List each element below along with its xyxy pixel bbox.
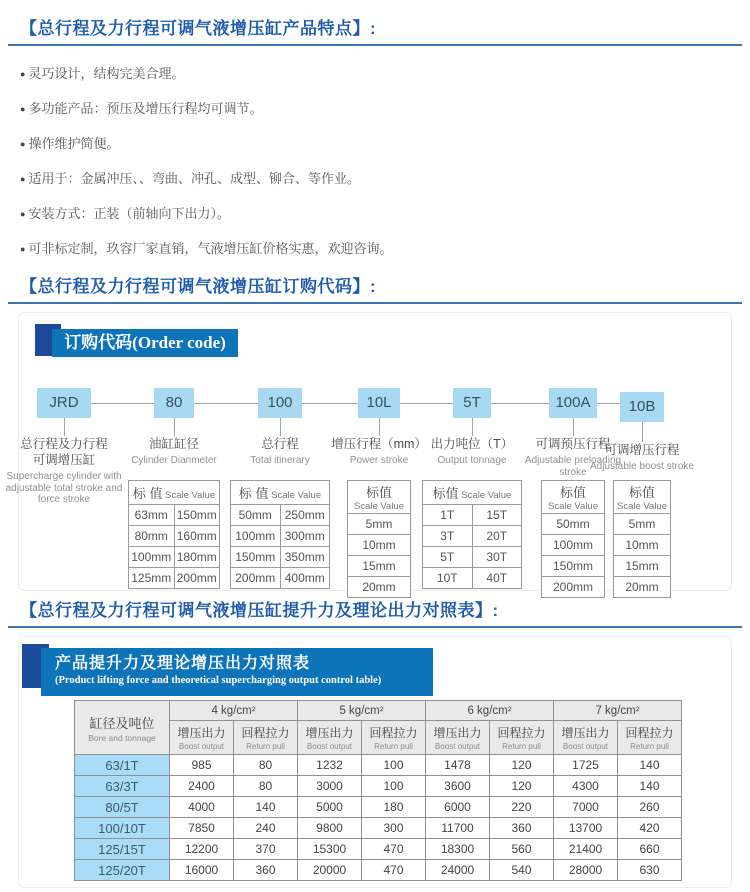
scale-table-row	[542, 556, 605, 577]
scale-table-header-row	[542, 481, 605, 514]
output-comparison-table	[74, 700, 682, 881]
value-cell: 21400	[554, 839, 618, 860]
connector-stem	[472, 418, 473, 436]
scale-table-cell: 150mm	[174, 505, 220, 526]
order-code-box-10l: 10L	[358, 388, 400, 418]
table-body	[75, 755, 682, 881]
scale-table-row	[231, 568, 330, 589]
value-cell: 6000	[426, 797, 490, 818]
value-cell: 28000	[554, 860, 618, 881]
sub-header-en: Return pull	[374, 742, 413, 751]
scale-table-row	[423, 526, 522, 547]
pressure-header: 6 kg/cm²	[426, 701, 554, 721]
scale-table-row	[231, 526, 330, 547]
scale-table-row	[542, 514, 605, 535]
scale-table-header-row	[614, 481, 671, 514]
scale-table-cell: 15T	[472, 505, 522, 526]
value-cell: 120	[490, 776, 554, 797]
value-cell: 80	[234, 755, 298, 776]
scale-table-cell: 150mm	[231, 547, 281, 568]
bullet-icon: ●	[20, 209, 26, 219]
sub-header	[362, 721, 426, 755]
bullet-icon: ●	[20, 244, 26, 254]
value-cell: 470	[362, 839, 426, 860]
value-cell: 120	[490, 755, 554, 776]
scale-table-cell: 125mm	[129, 568, 175, 589]
value-cell: 7850	[170, 818, 234, 839]
scale-table-row	[348, 577, 411, 598]
segment-label	[118, 436, 230, 467]
sub-header	[618, 721, 682, 755]
section-divider	[8, 44, 742, 46]
sub-header-zh: 增压出力	[433, 726, 482, 740]
connector-stem	[379, 418, 380, 436]
sub-header-en: Boost output	[179, 742, 224, 751]
row-name: 125/15T	[75, 839, 170, 860]
value-cell: 3600	[426, 776, 490, 797]
scale-header-zh: 标值	[628, 485, 655, 500]
scale-table-row	[423, 568, 522, 589]
table-row	[75, 755, 682, 776]
value-cell: 240	[234, 818, 298, 839]
segment-label	[586, 442, 698, 473]
value-cell: 470	[362, 860, 426, 881]
banner-title-zh: 产品提升力及理论增压出力对照表	[55, 655, 311, 672]
scale-table-row	[614, 535, 671, 556]
scale-header-zh: 标值	[432, 485, 459, 501]
scale-table-header-row	[348, 481, 411, 514]
segment-label-zh: 可调增压缸	[32, 453, 96, 467]
order-code-banner: 订购代码(Order code)	[52, 329, 238, 357]
segment-label-zh: 可调预压行程	[535, 437, 611, 451]
value-cell: 540	[490, 860, 554, 881]
segment-label-zh: 油缸缸径	[148, 437, 199, 451]
scale-table-cell: 80mm	[129, 526, 175, 547]
scale-table-header	[231, 481, 330, 505]
feature-bullet	[20, 161, 392, 196]
sub-header-zh: 增压出力	[561, 726, 610, 740]
value-cell: 5000	[298, 797, 362, 818]
value-cell: 1232	[298, 755, 362, 776]
scale-header-zh: 标值	[559, 485, 586, 500]
value-cell: 100	[362, 755, 426, 776]
bullet-icon: ●	[20, 69, 26, 79]
row-name: 100/10T	[75, 818, 170, 839]
sub-header	[426, 721, 490, 755]
value-cell: 360	[234, 860, 298, 881]
value-cell: 80	[234, 776, 298, 797]
scale-table-cell: 5mm	[348, 514, 411, 535]
scale-table-cell: 400mm	[280, 568, 330, 589]
sub-header-en: Boost output	[307, 742, 352, 751]
scale-table-cell: 200mm	[542, 577, 605, 598]
segment-label-zh: 总行程	[261, 437, 299, 451]
segment-label-en: Power stroke	[349, 455, 409, 466]
scale-table-row	[348, 556, 411, 577]
sub-header	[298, 721, 362, 755]
scale-table-row	[231, 505, 330, 526]
connector-stem	[573, 418, 574, 436]
value-cell: 2400	[170, 776, 234, 797]
scale-table-cell: 20mm	[614, 577, 671, 598]
segment-label-zh: 总行程及力行程	[20, 437, 108, 451]
row-name: 63/3T	[75, 776, 170, 797]
scale-header-en: Scale Value	[458, 489, 512, 501]
scale-table-header	[542, 481, 605, 514]
section-divider	[8, 302, 742, 304]
bullet-text: 可非标定制，玖容厂家直销，气液增压缸价格实惠，欢迎咨询。	[28, 241, 393, 256]
value-cell: 220	[490, 797, 554, 818]
value-cell: 660	[618, 839, 682, 860]
scale-table-cell: 15mm	[614, 556, 671, 577]
sub-header-zh: 回程拉力	[625, 726, 674, 740]
scale-table-cell: 100mm	[542, 535, 605, 556]
scale-table-cell: 160mm	[174, 526, 220, 547]
scale-table-cell: 5T	[423, 547, 473, 568]
value-cell: 1478	[426, 755, 490, 776]
scale-value-table	[422, 480, 522, 589]
value-cell: 360	[490, 818, 554, 839]
scale-header-en: Scale Value	[268, 489, 322, 501]
section-divider	[8, 626, 742, 628]
scale-header-zh: 标 值	[238, 485, 269, 501]
value-cell: 985	[170, 755, 234, 776]
table-row	[75, 839, 682, 860]
value-cell: 7000	[554, 797, 618, 818]
segment-label-en: Total itinerary	[250, 455, 310, 466]
table-row	[75, 818, 682, 839]
order-code-title: 【总行程及力行程可调气液增压缸订购代码】:	[20, 277, 377, 296]
feature-bullet	[20, 231, 392, 266]
feature-bullet	[20, 56, 392, 91]
scale-table-cell: 250mm	[280, 505, 330, 526]
sub-header-zh: 增压出力	[305, 726, 354, 740]
scale-table-cell: 15mm	[348, 556, 411, 577]
scale-table-header	[614, 481, 671, 514]
scale-table-cell: 5mm	[614, 514, 671, 535]
feature-bullet	[20, 196, 392, 231]
value-cell: 300	[362, 818, 426, 839]
sub-header	[554, 721, 618, 755]
scale-table-cell: 200mm	[231, 568, 281, 589]
value-cell: 420	[618, 818, 682, 839]
scale-table-row	[614, 577, 671, 598]
scale-header-en: Scale Value	[617, 501, 667, 512]
scale-table-row	[129, 526, 220, 547]
row-name: 125/20T	[75, 860, 170, 881]
value-cell: 13700	[554, 818, 618, 839]
sub-header-en: Boost output	[435, 742, 480, 751]
bullet-text: 安装方式：正装（前轴向下出力）。	[28, 206, 230, 221]
scale-table-cell: 100mm	[129, 547, 175, 568]
value-cell: 4300	[554, 776, 618, 797]
sub-header-en: Return pull	[630, 742, 669, 751]
value-cell: 24000	[426, 860, 490, 881]
connector-stem	[174, 418, 175, 436]
table-row	[75, 797, 682, 818]
connector-stem	[64, 418, 65, 436]
scale-header-en: Scale Value	[162, 489, 216, 501]
bullet-text: 多功能产品：预压及增压行程均可调节。	[28, 101, 263, 116]
value-cell: 4000	[170, 797, 234, 818]
scale-table-row	[129, 547, 220, 568]
feature-list	[20, 56, 392, 266]
scale-header-zh: 标 值	[132, 485, 163, 501]
scale-table-cell: 30T	[472, 547, 522, 568]
sub-header	[170, 721, 234, 755]
order-code-box-jrd: JRD	[37, 388, 91, 418]
banner-title-en: (Product lifting force and theoretical supercharging output control table)	[55, 675, 382, 686]
scale-table-row	[542, 577, 605, 598]
scale-table-row	[542, 535, 605, 556]
scale-table-cell: 200mm	[174, 568, 220, 589]
scale-header-zh: 标值	[365, 485, 392, 500]
scale-table-header	[129, 481, 220, 505]
sub-header	[490, 721, 554, 755]
value-cell: 12200	[170, 839, 234, 860]
scale-table-cell: 350mm	[280, 547, 330, 568]
segment-label-zh: 增压行程（mm）	[331, 437, 427, 451]
segment-label-en: Adjustable preloading stroke	[524, 455, 622, 478]
feature-bullet	[20, 126, 392, 161]
sub-header-zh: 回程拉力	[369, 726, 418, 740]
bullet-icon: ●	[20, 139, 26, 149]
sub-header-en: Boost output	[563, 742, 608, 751]
scale-table-cell: 20T	[472, 526, 522, 547]
scale-table-cell: 10mm	[348, 535, 411, 556]
features-title: 【总行程及力行程可调气液增压缸产品特点】:	[20, 19, 377, 38]
value-cell: 140	[618, 755, 682, 776]
segment-label	[0, 436, 130, 506]
scale-table-cell: 50mm	[542, 514, 605, 535]
pressure-header: 5 kg/cm²	[298, 701, 426, 721]
segment-label	[228, 436, 332, 467]
sub-header-zh: 增压出力	[177, 726, 226, 740]
scale-table-row	[614, 514, 671, 535]
pressure-header-row	[75, 701, 682, 721]
value-cell: 180	[362, 797, 426, 818]
value-cell: 16000	[170, 860, 234, 881]
segment-label-zh: 出力吨位（T）	[430, 437, 514, 451]
scale-table-cell: 180mm	[174, 547, 220, 568]
order-code-box-100a: 100A	[549, 388, 597, 418]
segment-label-zh: 可调增压行程	[604, 443, 680, 457]
scale-table-cell: 40T	[472, 568, 522, 589]
segment-label-en: Output tonnage	[437, 455, 507, 466]
row-name: 80/5T	[75, 797, 170, 818]
scale-value-table	[128, 480, 220, 589]
pressure-header: 7 kg/cm²	[554, 701, 682, 721]
table-row	[75, 860, 682, 881]
scale-table-cell: 63mm	[129, 505, 175, 526]
sub-header-zh: 回程拉力	[497, 726, 546, 740]
sub-header-en: Return pull	[502, 742, 541, 751]
bullet-icon: ●	[20, 174, 26, 184]
scale-value-table	[230, 480, 330, 589]
order-code-box-10b: 10B	[620, 392, 664, 422]
scale-table-row	[231, 547, 330, 568]
value-cell: 9800	[298, 818, 362, 839]
sub-header-zh: 回程拉力	[241, 726, 290, 740]
scale-value-table	[541, 480, 605, 598]
bullet-icon: ●	[20, 104, 26, 114]
scale-table-cell: 100mm	[231, 526, 281, 547]
sub-header	[234, 721, 298, 755]
value-cell: 260	[618, 797, 682, 818]
pressure-header: 4 kg/cm²	[170, 701, 298, 721]
order-code-box-5t: 5T	[453, 388, 491, 418]
scale-value-table	[347, 480, 411, 598]
scale-table-row	[614, 556, 671, 577]
segment-label-en: Cylinder Dianmeter	[131, 455, 217, 466]
corner-header-zh: 缸径及吨位	[89, 715, 155, 731]
value-cell: 630	[618, 860, 682, 881]
connector-stem	[280, 418, 281, 436]
bullet-text: 操作维护简便。	[28, 136, 120, 151]
feature-bullet	[20, 91, 392, 126]
scale-table-cell: 50mm	[231, 505, 281, 526]
corner-header-en: Bore and tonnage	[88, 732, 156, 743]
scale-table-row	[423, 505, 522, 526]
value-cell: 1725	[554, 755, 618, 776]
scale-table-cell: 10mm	[614, 535, 671, 556]
value-cell: 15300	[298, 839, 362, 860]
value-cell: 100	[362, 776, 426, 797]
corner-header	[75, 701, 170, 755]
order-code-box-80: 80	[154, 388, 194, 418]
order-code-box-100: 100	[258, 388, 302, 418]
scale-table-header	[348, 481, 411, 514]
order-code-diagram	[0, 384, 750, 594]
scale-table-row	[129, 505, 220, 526]
value-cell: 140	[618, 776, 682, 797]
scale-table-row	[348, 514, 411, 535]
bullet-text: 灵巧设计，结构完美合理。	[28, 66, 185, 81]
scale-table-cell: 10T	[423, 568, 473, 589]
output-table-banner	[41, 648, 433, 696]
segment-label-en: Supercharge cylinder with adjustable total stroke and force stroke	[5, 471, 123, 505]
value-cell: 560	[490, 839, 554, 860]
scale-table-header	[423, 481, 522, 505]
scale-table-row	[423, 547, 522, 568]
sub-header-en: Return pull	[246, 742, 285, 751]
scale-table-cell: 300mm	[280, 526, 330, 547]
scale-table-cell: 3T	[423, 526, 473, 547]
scale-header-en: Scale Value	[354, 501, 404, 512]
value-cell: 11700	[426, 818, 490, 839]
scale-table-cell: 20mm	[348, 577, 411, 598]
output-table-title: 【总行程及力行程可调气液增压缸提升力及理论出力对照表】:	[20, 601, 499, 620]
scale-table-row	[129, 568, 220, 589]
scale-header-en: Scale Value	[548, 501, 598, 512]
scale-table-header-row	[129, 481, 220, 505]
value-cell: 3000	[298, 776, 362, 797]
scale-table-header-row	[423, 481, 522, 505]
row-name: 63/1T	[75, 755, 170, 776]
scale-table-cell: 1T	[423, 505, 473, 526]
table-head	[75, 701, 682, 755]
scale-table-cell: 150mm	[542, 556, 605, 577]
scale-value-table	[613, 480, 671, 598]
value-cell: 20000	[298, 860, 362, 881]
connector-stem	[642, 422, 643, 442]
value-cell: 140	[234, 797, 298, 818]
scale-table-row	[348, 535, 411, 556]
bullet-text: 适用于：金属冲压、、弯曲、冲孔、成型、铆合、等作业。	[28, 171, 360, 186]
segment-label-en: Adjustable boost stroke	[590, 461, 694, 472]
scale-table-header-row	[231, 481, 330, 505]
value-cell: 370	[234, 839, 298, 860]
table-row	[75, 776, 682, 797]
value-cell: 18300	[426, 839, 490, 860]
